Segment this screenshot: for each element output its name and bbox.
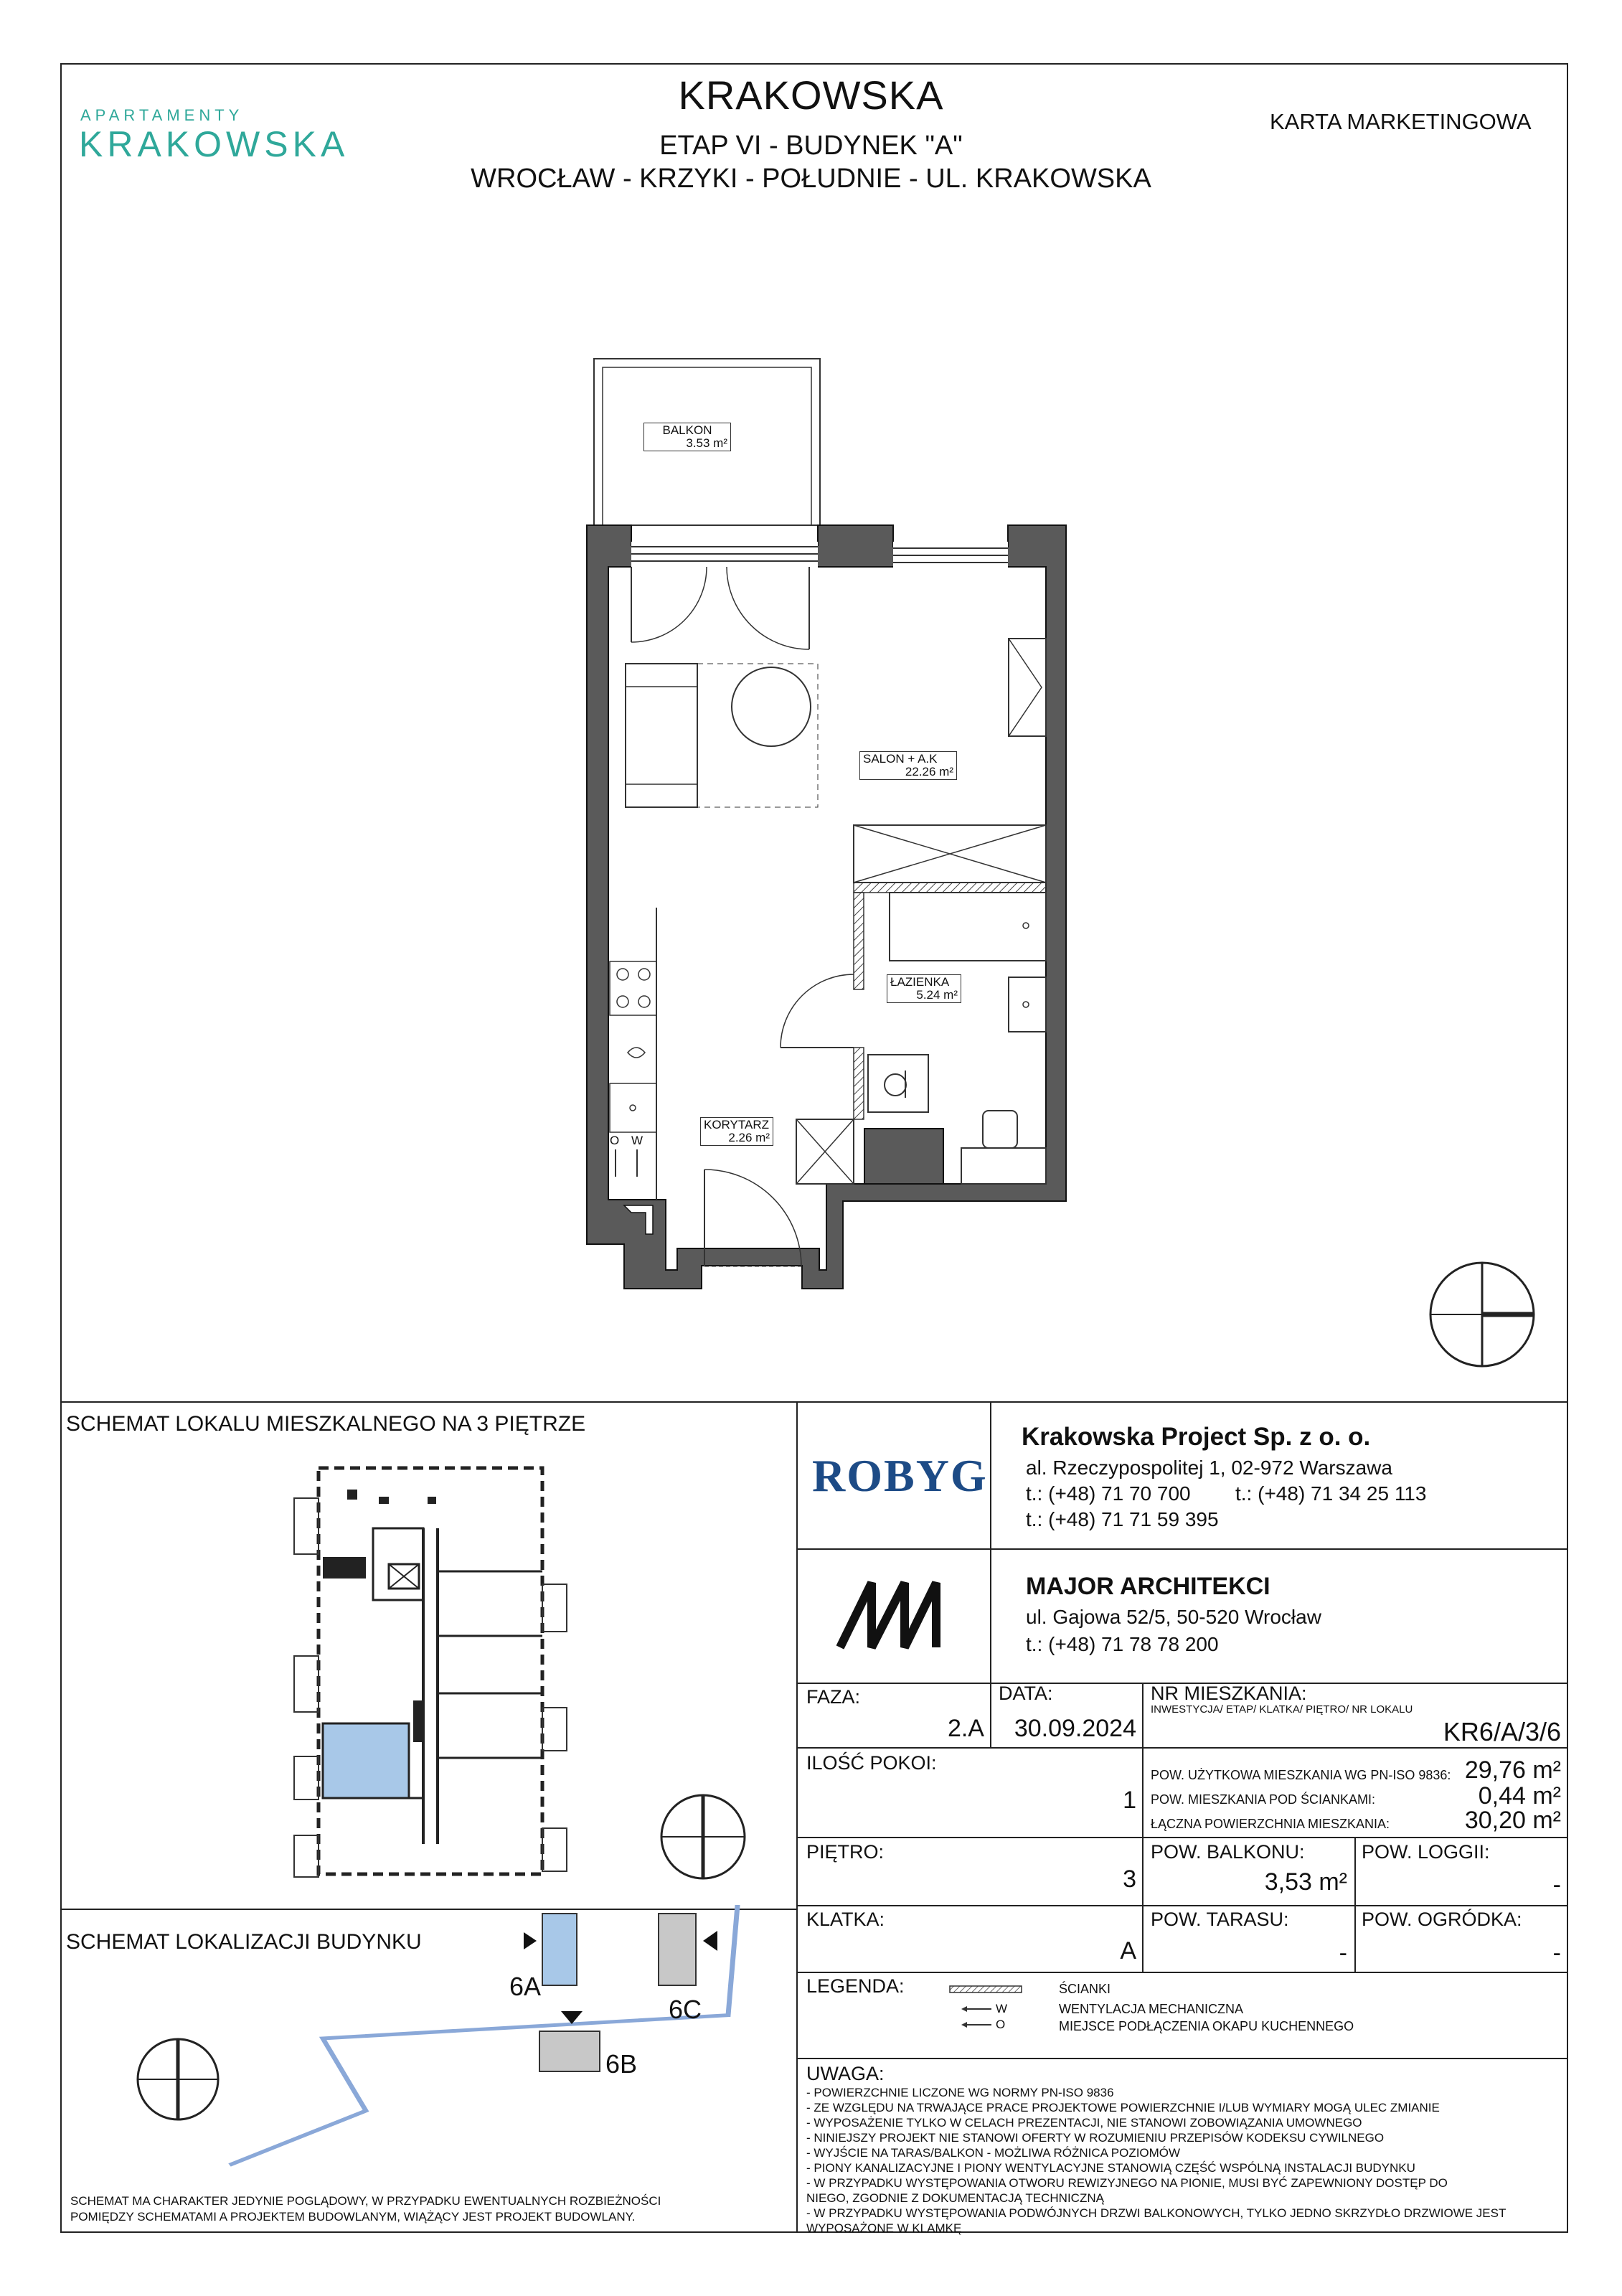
architect-logo-icon [836,1578,951,1650]
divider [796,1972,1568,1973]
architect-address: ul. Gajowa 52/5, 50-520 Wrocław [1026,1606,1321,1628]
developer-address: al. Rzeczypospolitej 1, 02-972 Warszawa [1026,1457,1392,1479]
loggia-area-value: - [1552,1871,1561,1899]
page-subtitle-address: WROCŁAW - KRZYKI - POŁUDNIE - UL. KRAKOWSKA [471,164,1151,194]
balcony-area-value: 3,53 m² [1264,1868,1347,1896]
vent-label-w: W [631,1134,643,1147]
logo-main-text: KRAKOWSKA [79,124,349,164]
developer-phone-3: t.: (+48) 71 71 59 395 [1026,1508,1219,1530]
notes-list [806,2085,1506,2236]
rooms-value: 1 [1123,1787,1136,1814]
note-item: - WYPOSAŻENIE TYLKO W CELACH PREZENTACJI, NIE STANOWI ZOBOWIĄZANIA UMOWNEGO [806,2116,1362,2130]
divider [796,1837,1568,1838]
floor-schema-title: SCHEMAT LOKALU MIESZKALNEGO NA 3 PIĘTRZE [66,1412,586,1436]
terrace-area-value: - [1339,1939,1347,1967]
divider [796,2058,1568,2059]
divider [1142,1683,1144,1972]
robyg-logo: ROBYG [812,1450,988,1501]
floor-value: 3 [1123,1866,1136,1893]
room-area: 3.53 m² [686,436,727,450]
divider [990,1401,991,1683]
room-label-living [859,751,957,780]
legend-item-ventilation: WENTYLACJA MECHANICZNA [1059,2002,1244,2016]
page-title: KRAKOWSKA [678,72,944,118]
legend-item-walls: ŚCIANKI [1059,1982,1111,1996]
balcony-area-label: POW. BALKONU: [1151,1841,1305,1863]
legend-title: LEGENDA: [806,1975,905,1997]
developer-phone-2: t.: (+48) 71 34 25 113 [1235,1482,1427,1505]
floor-label: PIĘTRO: [806,1841,885,1863]
building-label-6c: 6C [669,1995,702,2024]
floor-schema-diagram [273,1457,789,1894]
note-item: NIEGO, ZGODNIE Z DOKUMENTACJĄ TECHNICZNĄ [806,2191,1104,2205]
rooms-label: ILOŚĆ POKOI: [806,1752,937,1774]
building-label-6a: 6A [509,1972,542,2001]
developer-phone-1: t.: (+48) 71 70 700 [1026,1482,1191,1505]
notes-title: UWAGA: [806,2063,885,2084]
terrace-area-label: POW. TARASU: [1151,1909,1289,1930]
room-area: 22.26 m² [905,765,953,778]
phase-label: FAZA: [806,1686,861,1708]
room-label-bathroom [887,974,961,1003]
note-item: - ZE WZGLĘDU NA TRWAJĄCE PRACE PROJEKTOWE POWIERZCHNIE I/LUB WYMIARY MOGĄ ULEC ZMIANIE [806,2101,1440,2114]
apartment-number-value: KR6/A/3/6 [1443,1717,1561,1746]
room-name: SALON + A.K [863,752,938,766]
divider [796,1401,798,2233]
note-item: - POWIERZCHNIE LICZONE WG NORMY PN-ISO 9836 [806,2086,1114,2099]
divider [60,1401,1568,1403]
legend-item-hood: MIEJSCE PODŁĄCZENIA OKAPU KUCHENNEGO [1059,2019,1354,2033]
room-name: BALKON [662,423,712,437]
room-area: 2.26 m² [728,1131,770,1144]
area-under-walls-value: 0,44 m² [1478,1782,1561,1810]
room-label-corridor [700,1117,773,1146]
note-item: - W PRZYPADKU WYSTĘPOWANIA OTWORU REWIZYJNEGO NA PIONIE, MUSI BYĆ ZAPEWNIONY DOSTĘP DO [806,2176,1448,2190]
note-item: - WYJŚCIE NA TARAS/BALKON - MOŻLIWA RÓŻNICA POZIOMÓW [806,2146,1181,2160]
date-label: DATA: [999,1683,1053,1704]
garden-area-value: - [1552,1939,1561,1967]
apartment-number-subtitle: INWESTYCJA/ ETAP/ KLATKA/ PIĘTRO/ NR LOKALU [1151,1703,1413,1716]
logo-top-text: APARTAMENTY [80,106,244,124]
note-item: - NINIEJSZY PROJEKT NIE STANOWI OFERTY W ROZUMIENIU PRZEPISÓW KODEKSU CYWILNEGO [806,2131,1385,2145]
legend-w-letter: W [996,2002,1008,2015]
location-schema-diagram [122,1905,796,2185]
date-value: 30.09.2024 [1014,1715,1136,1742]
loggia-area-label: POW. LOGGII: [1362,1841,1490,1863]
disclaimer-line-1: SCHEMAT MA CHARAKTER JEDYNIE POGLĄDOWY, W PRZYPADKU EWENTUALNYCH ROZBIEŻNOŚCI [70,2194,661,2208]
page-subtitle-stage: ETAP VI - BUDYNEK "A" [659,131,963,161]
divider [796,1747,1568,1749]
architect-phone: t.: (+48) 71 78 78 200 [1026,1633,1219,1655]
divider [796,1905,1568,1906]
location-schema-title: SCHEMAT LOKALIZACJI BUDYNKU [66,1930,422,1954]
staircase-value: A [1120,1937,1136,1965]
room-name: KORYTARZ [704,1118,769,1131]
marketing-card-label: KARTA MARKETINGOWA [1270,109,1532,134]
divider [796,1548,1568,1550]
architect-name: MAJOR ARCHITEKCI [1026,1573,1270,1600]
note-item: - PIONY KANALIZACYJNE I PIONY WENTYLACYJNE STANOWIĄ CZĘŚĆ WSPÓLNĄ INSTALACJI BUDYNKU [806,2161,1415,2175]
total-area-label: ŁĄCZNA POWIERZCHNIA MIESZKANIA: [1151,1817,1390,1831]
usable-area-value: 29,76 m² [1464,1756,1561,1784]
developer-name: Krakowska Project Sp. z o. o. [1022,1423,1371,1451]
garden-area-label: POW. OGRÓDKA: [1362,1909,1522,1930]
phase-value: 2.A [947,1715,984,1742]
room-label-balcony [643,423,731,451]
area-under-walls-label: POW. MIESZKANIA POD ŚCIANKAMI: [1151,1792,1376,1807]
usable-area-label: POW. UŻYTKOWA MIESZKANIA WG PN-ISO 9836: [1151,1768,1451,1782]
disclaimer-line-2: POMIĘDZY SCHEMATAMI A PROJEKTEM BUDOWLANYM, WIĄŻĄCY JEST PROJEKT BUDOWLANY. [70,2210,636,2224]
note-item: WYPOSAŻONE W KLAMKĘ [806,2221,962,2235]
room-name: ŁAZIENKA [890,975,950,989]
legend-o-letter: O [996,2018,1006,2031]
staircase-label: KLATKA: [806,1909,885,1930]
note-item: - W PRZYPADKU WYSTĘPOWANIA PODWÓJNYCH DRZWI BALKONOWYCH, TYLKO JEDNO SKRZYDŁO DRZWIOWE JEST [806,2206,1507,2220]
building-label-6b: 6B [605,2049,638,2079]
room-area: 5.24 m² [916,988,958,1002]
apartment-number-label: NR MIESZKANIA: [1151,1683,1307,1704]
vent-label-o: O [610,1134,620,1147]
total-area-value: 30,20 m² [1464,1807,1561,1834]
